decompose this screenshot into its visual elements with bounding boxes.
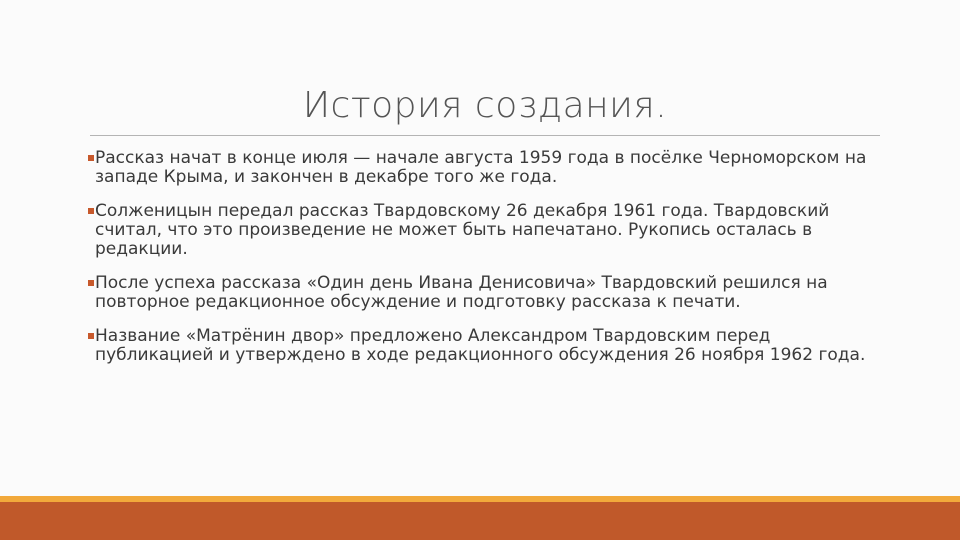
bullet-list	[88, 149, 888, 380]
bullet-square-icon	[88, 333, 94, 339]
bullet-text: Солженицын передал рассказ Твардовскому 26 декабря 1961 года. Твардовский считал, что это произведение не может быть напечатано. Рукопись осталась в редакции.	[95, 201, 830, 259]
bullet-item	[88, 202, 888, 259]
bullet-text: Рассказ начат в конце июля — начале августа 1959 года в посёлке Черноморском на западе Крыма, и закончен в декабре того же года.	[95, 148, 867, 187]
slide-title: История создания.	[302, 85, 668, 126]
bullet-item	[88, 274, 888, 312]
bullet-text: После успеха рассказа «Один день Ивана Денисовича» Твардовский решился на повторное редакционное обсуждение и подготовку рассказа к печати.	[95, 273, 828, 312]
bullet-item	[88, 149, 888, 187]
title-divider	[90, 135, 880, 136]
bullet-square-icon	[88, 155, 94, 161]
footer-band	[0, 502, 960, 540]
bullet-text: Название «Матрёнин двор» предложено Александром Твардовским перед публикацией и утверждено в ходе редакционного обсуждения 26 ноября 1962 года.	[95, 326, 866, 365]
bullet-item	[88, 327, 888, 365]
bullet-square-icon	[88, 208, 94, 214]
bullet-square-icon	[88, 280, 94, 286]
